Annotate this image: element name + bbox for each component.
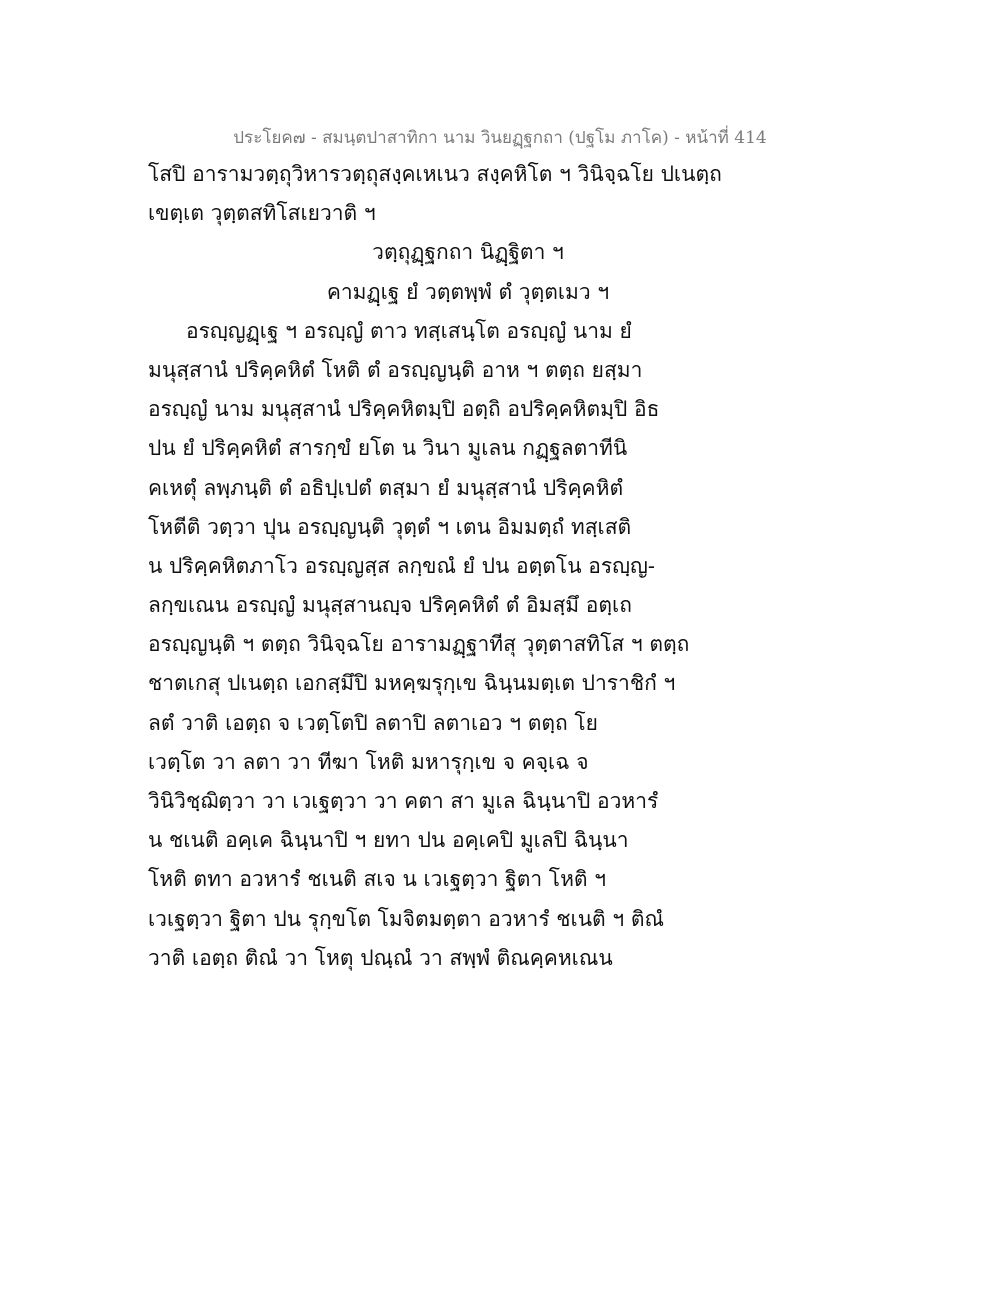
text-line: มนุสฺสานํ ปริคฺคหิตํ โหติ ตํ อรญฺญนฺติ อาห ฯ ตตฺถ ยสฺมา	[148, 357, 643, 382]
text-line: วาติ เอตฺถ ติณํ วา โหตุ ปณฺณํ วา สพฺพํ ติณคฺคหเณน	[148, 945, 613, 970]
text-line: ชาตเกสุ ปเนตฺถ เอกสฺมึปิ มหคฺฆรุกฺเข ฉินฺนมตฺเต ปาราชิกํ ฯ	[148, 671, 676, 696]
text-line: น ปริคฺคหิตภาโว อรญฺญสฺส ลกฺขณํ ยํ ปน อตฺตโน อรญฺญ-	[148, 553, 655, 578]
text-line: โสปิ อารามวตฺถุวิหารวตฺถุสงฺคเหเนว สงฺคหิโต ฯ วินิจฺฉโย ปเนตฺถ	[148, 162, 722, 186]
section-start-title: คามฏฺเฐ ยํ วตฺตพฺพํ ตํ วุตฺตเมว ฯ	[326, 279, 610, 304]
text-line: โหติ ตทา อวหารํ ชเนติ สเจ น เวเฐตฺวา ฐิตา โหติ ฯ	[148, 867, 607, 892]
text-line: อรญฺญํ นาม มนุสฺสานํ ปริคฺคหิตมฺปิ อตฺถิ อปริคฺคหิตมฺปิ อิธ	[148, 397, 660, 422]
body-text	[148, 155, 868, 978]
page-header: ประโยค๗ - สมนฺตปาสาทิกา นาม วินยฏฺฐกถา (ปฐโม ภาโค) - หน้าที่ 414	[233, 128, 767, 148]
text-line: อรญฺญฏฺเฐ ฯ อรญฺญํ ตาว ทสฺเสนฺโต อรญฺญํ นาม ยํ	[186, 318, 632, 343]
text-line: ลตํ วาติ เอตฺถ จ เวตฺโตปิ ลตาปิ ลตาเอว ฯ ตตฺถ โย	[148, 710, 598, 735]
text-line: โหตีติ วตฺวา ปุน อรญฺญนฺติ วุตฺตํ ฯ เตน อิมมตฺถํ ทสฺเสติ	[148, 514, 632, 539]
text-line: วินิวิชฺฌิตฺวา วา เวเฐตฺวา วา คตา สา มูเล ฉินฺนาปิ อวหารํ	[148, 789, 659, 813]
section-end-title: วตฺถุฏฺฐกถา นิฏฺฐิตา ฯ	[372, 240, 564, 265]
text-line: เวตฺโต วา ลตา วา ทีฆา โหติ มหารุกฺเข จ คจฺเฉ จ	[148, 749, 589, 774]
text-line: คเหตุํ ลพฺภนฺติ ตํ อธิปฺเปตํ ตสฺมา ยํ มนุสฺสานํ ปริคฺคหิตํ	[148, 475, 624, 500]
text-line: เขตฺเต วุตฺตสทิโสเยวาติ ฯ	[148, 201, 376, 226]
text-line: ลกฺขเณน อรญฺญํ มนุสฺสานญฺจ ปริคฺคหิตํ ตํ อิมสฺมึ อตฺเถ	[148, 593, 632, 618]
text-line: น ชเนติ อคฺเค ฉินฺนาปิ ฯ ยทา ปน อคฺเคปิ มูเลปิ ฉินฺนา	[148, 828, 629, 853]
text-line: เวเฐตฺวา ฐิตา ปน รุกฺขโต โมจิตมตฺตา อวหารํ ชเนติ ฯ ติณํ	[148, 906, 664, 931]
text-line: อรญฺญนฺติ ฯ ตตฺถ วินิจฺฉโย อารามฏฺฐาทีสุ วุตฺตาสทิโส ฯ ตตฺถ	[148, 632, 690, 657]
text-line: ปน ยํ ปริคฺคหิตํ สารกฺขํ ยโต น วินา มูเลน กฏฺฐลตาทีนิ	[148, 436, 628, 461]
